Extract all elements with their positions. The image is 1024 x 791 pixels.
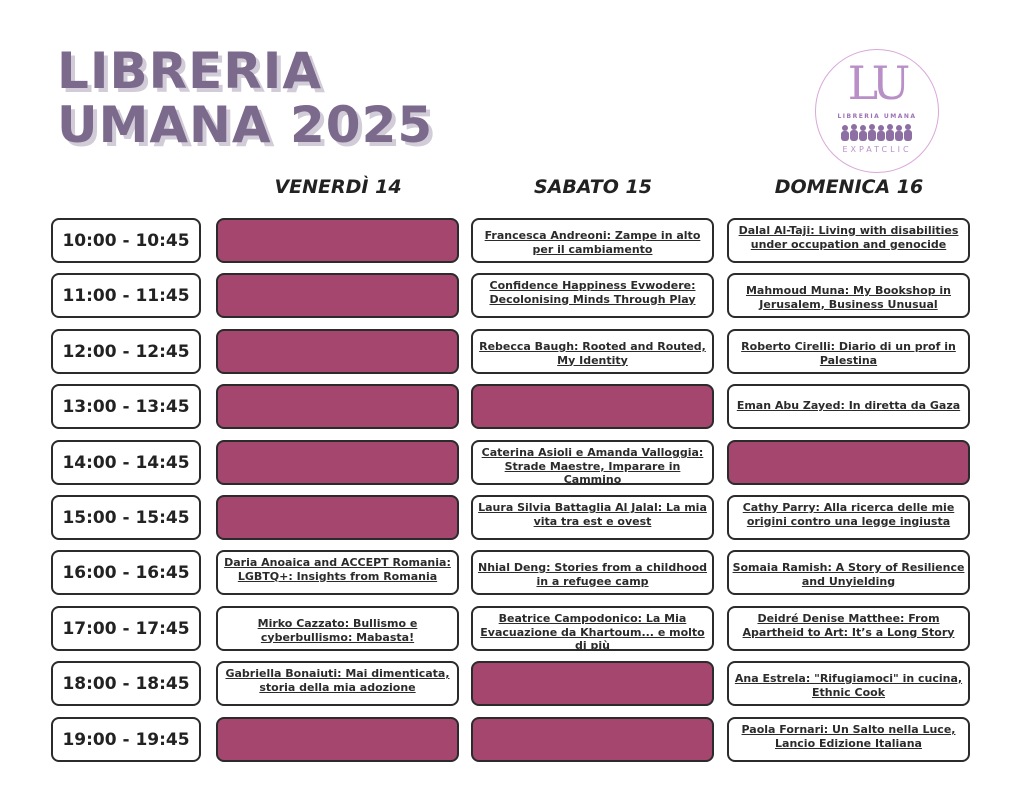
time-slot: 18:00 - 18:45 (51, 661, 201, 706)
session-slot[interactable] (727, 550, 970, 595)
empty-slot (471, 661, 714, 706)
session-slot[interactable] (216, 606, 459, 651)
session-slot[interactable] (471, 440, 714, 485)
session-slot[interactable] (216, 550, 459, 595)
time-slot: 12:00 - 12:45 (51, 329, 201, 374)
empty-slot (216, 495, 459, 540)
session-link[interactable]: Rebecca Baugh: Rooted and Routed, My Identity (479, 340, 706, 367)
session-slot[interactable] (471, 273, 714, 318)
session-slot[interactable] (471, 495, 714, 540)
logo-tagline: LIBRERIA UMANA (837, 113, 917, 120)
session-link[interactable]: Roberto Cirelli: Diario di un prof in Palestina (741, 340, 956, 367)
day-header-domenica: DOMENICA 16 (774, 176, 924, 198)
day-header-venerdi: VENERDÌ 14 (274, 176, 402, 198)
session-slot[interactable] (727, 661, 970, 706)
session-link[interactable]: Francesca Andreoni: Zampe in alto per il cambiamento (484, 229, 701, 256)
page-title (57, 44, 433, 152)
empty-slot (216, 384, 459, 429)
people-crowd-icon (840, 123, 914, 141)
session-slot[interactable] (727, 606, 970, 651)
title-line-2: UMANA 2025 (57, 96, 434, 154)
session-slot[interactable] (471, 550, 714, 595)
session-link[interactable]: Laura Silvia Battaglia Al Jalal: La mia vita tra est e ovest (478, 501, 707, 528)
time-slot: 17:00 - 17:45 (51, 606, 201, 651)
session-link[interactable]: Paola Fornari: Un Salto nella Luce, Lancio Edizione Italiana (741, 723, 956, 750)
time-slot: 10:00 - 10:45 (51, 218, 201, 263)
logo-brand: EXPATCLIC (842, 145, 912, 154)
libreria-umana-logo (815, 49, 939, 173)
empty-slot (471, 717, 714, 762)
session-link[interactable]: Mahmoud Muna: My Bookshop in Jerusalem, Business Unusual (745, 284, 951, 311)
time-slot: 15:00 - 15:45 (51, 495, 201, 540)
session-slot[interactable] (727, 384, 970, 429)
empty-slot (216, 218, 459, 263)
session-link[interactable]: Gabriella Bonaiuti: Mai dimenticata, storia della mia adozione (225, 667, 450, 694)
session-link[interactable]: Cathy Parry: Alla ricerca delle mie origini contro una legge ingiusta (742, 501, 955, 528)
empty-slot (216, 717, 459, 762)
session-link[interactable]: Nhial Deng: Stories from a childhood in a refugee camp (477, 561, 708, 588)
session-slot[interactable] (216, 661, 459, 706)
session-link[interactable]: Deidré Denise Matthee: From Apartheid to Art: It’s a Long Story (742, 612, 955, 639)
session-link[interactable]: Confidence Happiness Evwodere: Decolonising Minds Through Play (489, 279, 696, 306)
time-slot: 19:00 - 19:45 (51, 717, 201, 762)
session-slot[interactable] (727, 717, 970, 762)
empty-slot (471, 384, 714, 429)
time-slot: 16:00 - 16:45 (51, 550, 201, 595)
session-link[interactable]: Caterina Asioli e Amanda Valloggia: Strade Maestre, Imparare in Cammino (481, 446, 704, 485)
session-link[interactable]: Ana Estrela: "Rifugiamoci" in cucina, Ethnic Cook (734, 672, 963, 699)
session-link[interactable]: Mirko Cazzato: Bullismo e cyberbullismo: Mabasta! (257, 617, 418, 644)
empty-slot (216, 273, 459, 318)
time-slot: 13:00 - 13:45 (51, 384, 201, 429)
session-slot[interactable] (727, 218, 970, 263)
empty-slot (216, 440, 459, 485)
session-slot[interactable] (471, 329, 714, 374)
time-slot: 14:00 - 14:45 (51, 440, 201, 485)
session-link[interactable]: Eman Abu Zayed: In diretta da Gaza (736, 399, 961, 412)
session-link[interactable]: Beatrice Campodonico: La Mia Evacuazione da Khartoum... e molto di più (480, 612, 705, 651)
time-slot: 11:00 - 11:45 (51, 273, 201, 318)
empty-slot (727, 440, 970, 485)
logo-mark: LU (847, 56, 907, 110)
session-link[interactable]: Somaia Ramish: A Story of Resilience and Unyielding (732, 561, 965, 588)
session-slot[interactable] (727, 495, 970, 540)
session-slot[interactable] (471, 606, 714, 651)
title-line-1: LIBRERIA (57, 42, 323, 100)
day-header-sabato: SABATO 15 (534, 176, 652, 198)
session-link[interactable]: Daria Anoaica and ACCEPT Romania: LGBTQ+: Insights from Romania (224, 556, 451, 583)
empty-slot (216, 329, 459, 374)
session-slot[interactable] (471, 218, 714, 263)
session-slot[interactable] (727, 329, 970, 374)
session-link[interactable]: Dalal Al-Taji: Living with disabilities under occupation and genocide (738, 224, 959, 251)
session-slot[interactable] (727, 273, 970, 318)
